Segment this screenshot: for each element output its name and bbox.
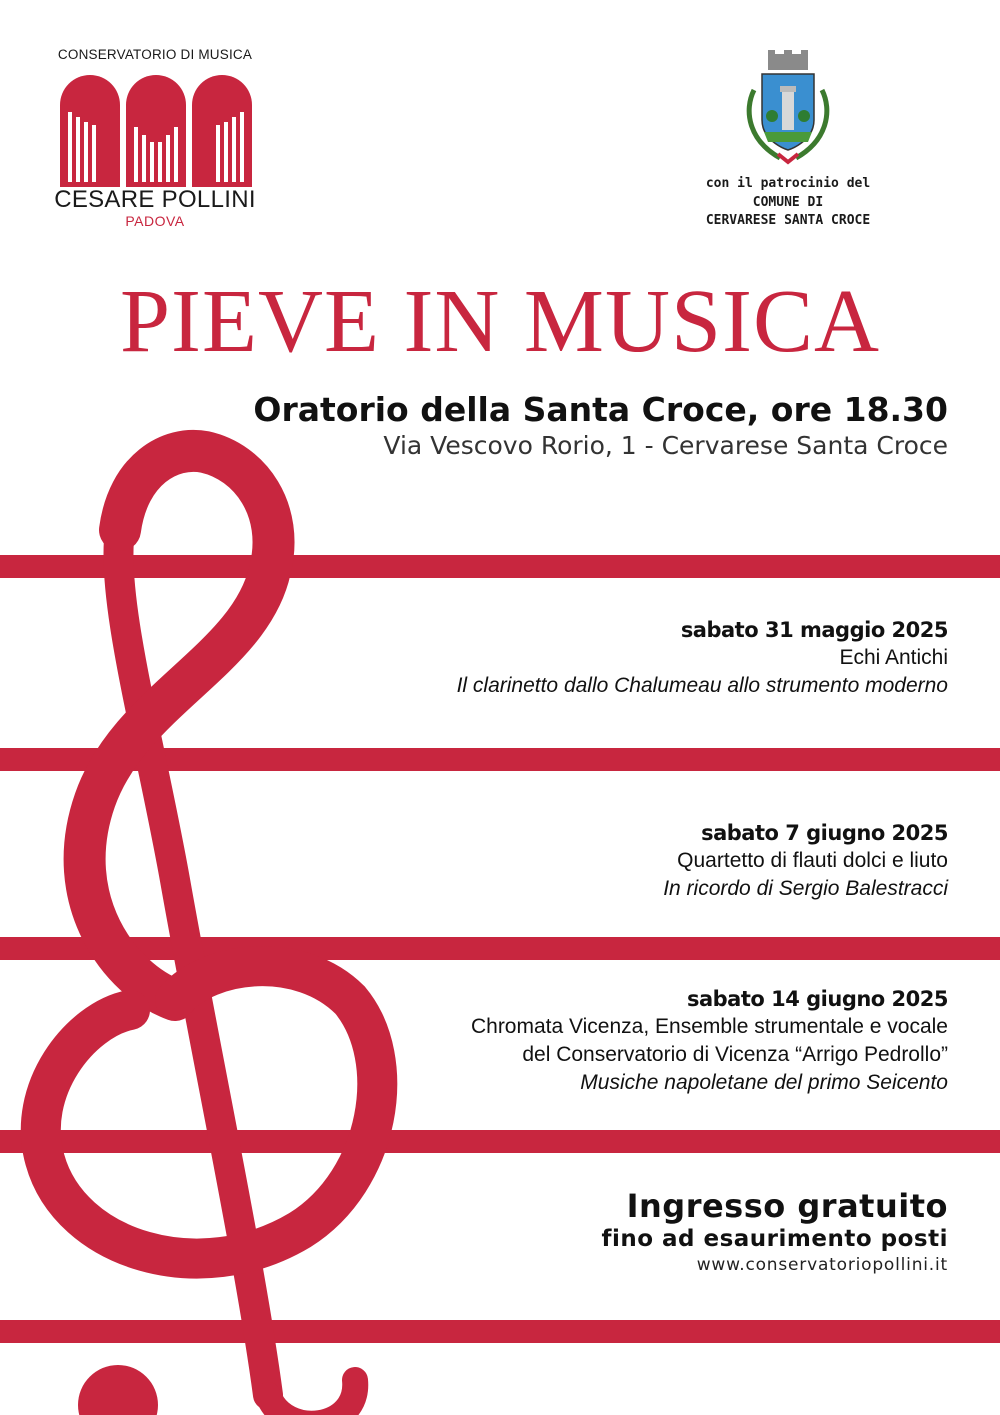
event-1 bbox=[457, 616, 948, 700]
organ-arches-logo-icon bbox=[58, 67, 254, 187]
entry-info bbox=[601, 1186, 948, 1278]
event-title: Echi Antichi bbox=[839, 646, 948, 669]
event-title: Quartetto di flauti dolci e liuto bbox=[677, 849, 948, 872]
event-date: sabato 7 giugno 2025 bbox=[701, 821, 948, 845]
event-date: sabato 14 giugno 2025 bbox=[686, 987, 948, 1011]
conservatory-name: CESARE POLLINI bbox=[54, 186, 256, 213]
patronage-line-2: COMUNE DI bbox=[752, 195, 824, 210]
event-2 bbox=[663, 819, 948, 903]
venue-line: Oratorio della Santa Croce, ore 18.30 bbox=[253, 390, 948, 429]
event-title-line-2: del Conservatorio di Vicenza “Arrigo Pedrollo” bbox=[522, 1043, 948, 1066]
event-subtitle: Il clarinetto dallo Chalumeau allo strumento moderno bbox=[456, 674, 948, 697]
event-subtitle: In ricordo di Sergio Balestracci bbox=[663, 877, 948, 900]
conservatory-label: CONSERVATORIO DI MUSICA bbox=[57, 47, 253, 62]
page-title: PIEVE IN MUSICA bbox=[119, 272, 880, 371]
event-subtitle: Musiche napoletane del primo Seicento bbox=[580, 1071, 948, 1094]
event-title-line-1: Chromata Vicenza, Ensemble strumentale e vocale bbox=[470, 1015, 948, 1038]
website-link[interactable]: www.conservatoriopollini.it bbox=[696, 1255, 948, 1275]
patronage-line-1: con il patrocinio del bbox=[705, 176, 871, 191]
municipal-coat-of-arms-icon bbox=[740, 50, 836, 168]
venue-address: Via Vescovo Rorio, 1 - Cervarese Santa Croce bbox=[383, 431, 948, 460]
conservatory-city: PADOVA bbox=[125, 213, 185, 229]
event-date: sabato 31 maggio 2025 bbox=[680, 618, 948, 642]
event-3 bbox=[471, 985, 948, 1097]
availability-label: fino ad esaurimento posti bbox=[601, 1226, 948, 1252]
free-entry-label: Ingresso gratuito bbox=[626, 1187, 948, 1225]
patronage-line-3: CERVARESE SANTA CROCE bbox=[705, 213, 871, 228]
